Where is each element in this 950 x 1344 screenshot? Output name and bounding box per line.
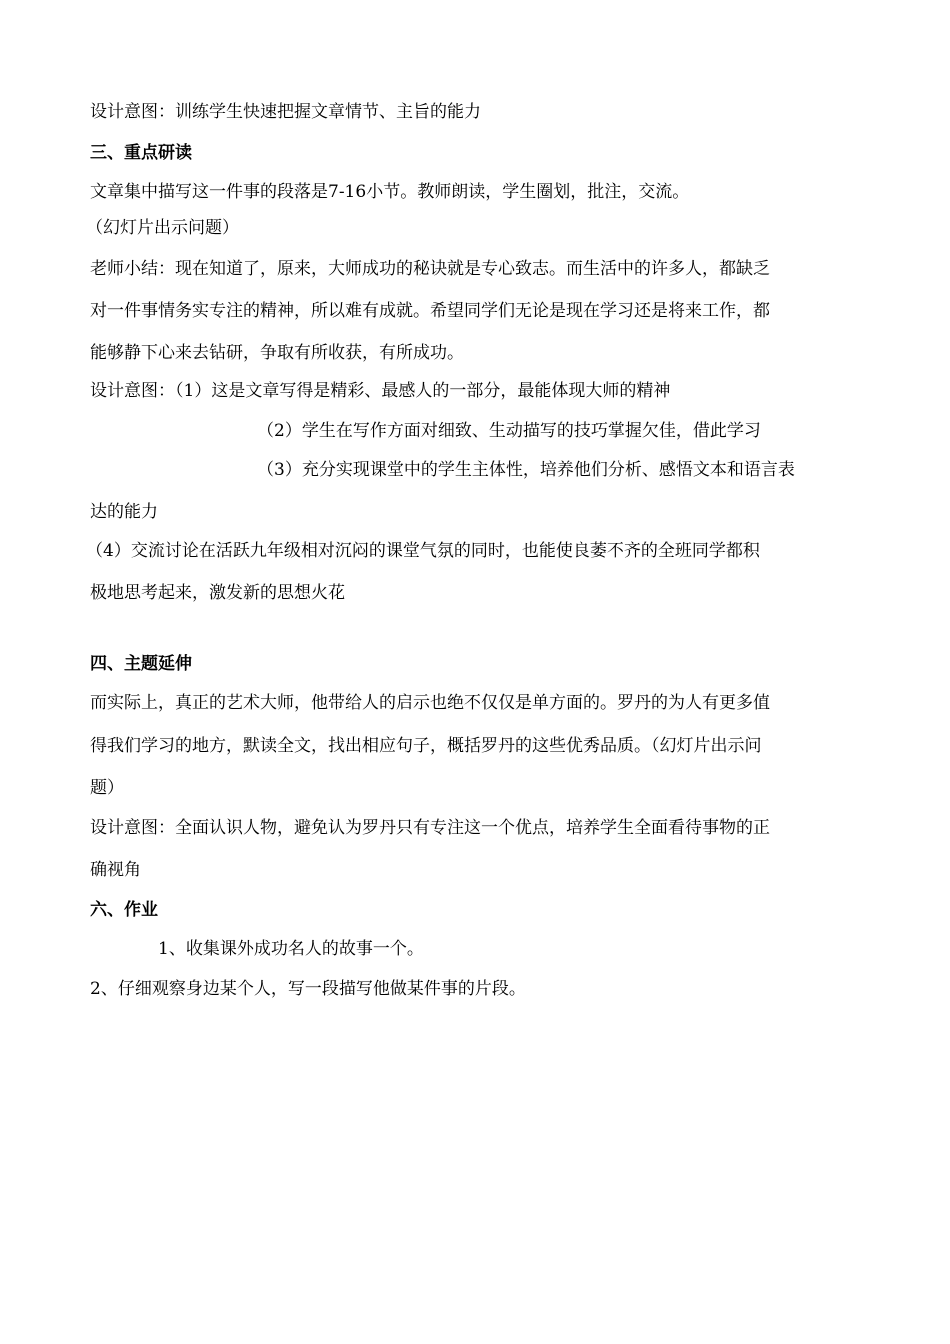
design-intent-item: （3）充分实现课堂中的学生主体性，培养他们分析、感悟文本和语言表 <box>257 460 795 480</box>
paragraph-line: 老师小结：现在知道了，原来，大师成功的秘诀就是专心致志。而生活中的许多人，都缺乏 <box>90 259 770 279</box>
homework-item: 1、收集课外成功名人的故事一个。 <box>158 939 424 959</box>
paragraph-line: 极地思考起来，激发新的思想火花 <box>90 583 345 603</box>
paragraph-line: 能够静下心来去钻研，争取有所收获，有所成功。 <box>90 343 464 363</box>
design-intent-line: 设计意图：训练学生快速把握文章情节、主旨的能力 <box>90 102 481 122</box>
section-heading-4: 四、主题延伸 <box>90 654 192 674</box>
design-intent-line: 设计意图：（1）这是文章写得是精彩、最感人的一部分，最能体现大师的精神 <box>90 381 671 401</box>
paragraph-line: 题） <box>90 778 124 798</box>
paragraph-line: 对一件事情务实专注的精神，所以难有成就。希望同学们无论是现在学习还是将来工作，都 <box>90 301 770 321</box>
paragraph-line: 而实际上，真正的艺术大师，他带给人的启示也绝不仅仅是单方面的。罗丹的为人有更多值 <box>90 693 770 713</box>
design-intent-item: （2）学生在写作方面对细致、生动描写的技巧掌握欠佳，借此学习 <box>257 421 761 441</box>
paragraph-line: 文章集中描写这一件事的段落是7-16小节。教师朗读，学生圈划，批注，交流。 <box>90 182 690 202</box>
homework-item: 2、仔细观察身边某个人，写一段描写他做某件事的片段。 <box>90 979 526 999</box>
design-intent-item: （4）交流讨论在活跃九年级相对沉闷的课堂气氛的同时，也能使良萎不齐的全班同学都积 <box>86 541 760 561</box>
section-heading-6: 六、作业 <box>90 900 158 920</box>
section-heading-3: 三、重点研读 <box>90 143 192 163</box>
design-intent-line: 设计意图：全面认识人物，避免认为罗丹只有专注这一个优点，培养学生全面看待事物的正 <box>90 818 770 838</box>
paragraph-line: 达的能力 <box>90 502 158 522</box>
paragraph-line: 得我们学习的地方，默读全文，找出相应句子，概括罗丹的这些优秀品质。（幻灯片出示问 <box>90 736 762 756</box>
paragraph-line: （幻灯片出示问题） <box>86 218 239 238</box>
paragraph-line: 确视角 <box>90 860 141 880</box>
